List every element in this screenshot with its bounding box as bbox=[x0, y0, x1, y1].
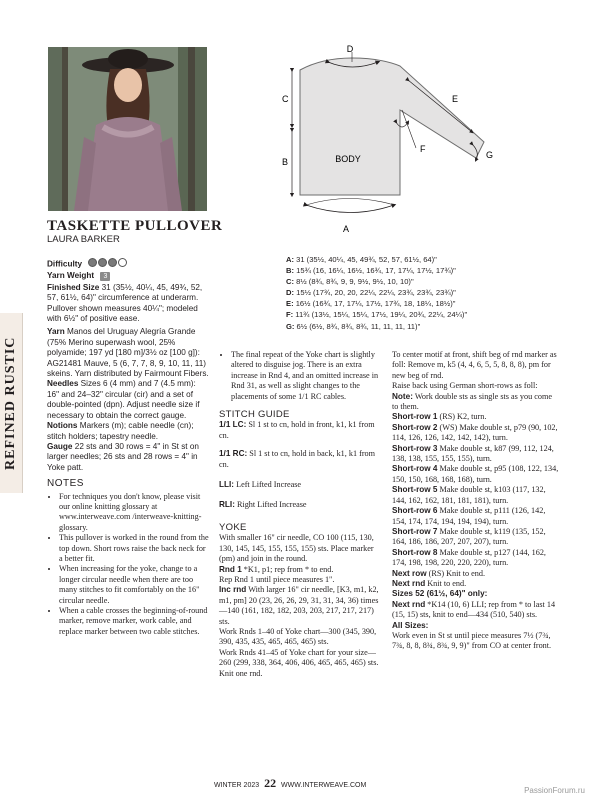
yoke-paragraph: With smaller 16" cir needle, CO 100 (115, 130, 130, 145, 145, 155, 155, 155) sts. Place marker (pm) and join in the round. bbox=[219, 533, 374, 564]
difficulty-label: Difficulty bbox=[47, 259, 83, 269]
short-row-text: Make double st, k119 (135, 152, 164, 186, 186, 207, 207, 207), turn. bbox=[392, 526, 546, 547]
notes-list bbox=[47, 492, 209, 638]
all-sizes-heading: All Sizes: bbox=[392, 620, 429, 630]
instructions-column-3 bbox=[392, 350, 560, 652]
difficulty-rating bbox=[88, 258, 127, 270]
list-item bbox=[286, 276, 467, 287]
list-item: • This pullover is worked in the round from the top down. Short rows raise the back neck for a better fit. bbox=[59, 533, 209, 564]
short-row-label: Short-row 5 bbox=[392, 485, 438, 495]
yarn-weight-badge: 3 bbox=[100, 272, 110, 281]
watermark: PassionForum.ru bbox=[524, 786, 585, 795]
needles-text: Sizes 6 (4 mm) and 7 (4.5 mm): 16" and 24–32" circular (cir) and a set of double-pointed (dpn). Adjust needle size if necessary to obtain the correct gauge. bbox=[47, 379, 200, 420]
garment-schematic bbox=[262, 40, 502, 240]
measurement-key: C: bbox=[286, 277, 295, 287]
yoke-paragraph: Work Rnds 41–45 of Yoke chart for your size—260 (299, 338, 364, 406, 406, 465, 465, 465) sts. Knit one rnd. bbox=[219, 647, 379, 678]
sizes-heading: Sizes 52 (61½, 64)" only: bbox=[392, 589, 488, 599]
list-item: • When increasing for the yoke, change to a longer circular needle when there are too many stitches to fit comfortably on the 16" circular needle. bbox=[59, 564, 209, 606]
notions-label: Notions bbox=[47, 421, 78, 431]
pattern-title: TASKETTE PULLOVER bbox=[47, 218, 223, 234]
inc-rnd-text: With larger 16" cir needle, [K3, m1, k2, m1, pm] 20 (23, 26, 26, 29, 31, 31, 34, 36) times—140 (161, 182, 182, 203, 203, 217, 217, 217) sts. bbox=[219, 585, 379, 626]
next-rnd-label: Next rnd bbox=[392, 599, 426, 609]
label-body: BODY bbox=[335, 154, 361, 164]
instruction-paragraph: Work even in St st until piece measures 7½ (7¾, 7¾, 8, 8, 8¾, 8¾, 9, 9)" from CO at center front. bbox=[392, 630, 552, 651]
next-rnd-text: *K14 (10, 6) LLI; rep from * to last 14 (15, 15) sts, knit to end—434 (510, 540) sts. bbox=[392, 599, 556, 620]
needles-label: Needles bbox=[47, 379, 79, 389]
difficulty-dot-filled-icon bbox=[98, 258, 107, 267]
difficulty-dot-empty-icon bbox=[118, 258, 127, 267]
stitch-guide-heading: STITCH GUIDE bbox=[219, 409, 290, 421]
footer-season: WINTER 2023 bbox=[214, 782, 260, 789]
rnd1-text: *K1, p1; rep from * to end. bbox=[241, 564, 334, 574]
measurement-key: G: bbox=[286, 321, 295, 331]
yarn-weight-label: Yarn Weight bbox=[47, 271, 95, 281]
yarn-text: Manos del Uruguay Alegría Grande (75% Merino superwash wool, 25% polyamide; 197 yd [180 m]/3½ oz [100 g]): AG21481 Mauve, 5 (6, 7, 7, 8, 9, 10, 11, 11) skeins. Yarn distributed by Fairmount Fibers. bbox=[47, 327, 209, 379]
list-item bbox=[286, 298, 467, 309]
short-row-text: Make double st, p127 (144, 162, 174, 198, 198, 220, 220, 220), turn. bbox=[392, 547, 546, 568]
short-row-text: (RS) K2, turn. bbox=[437, 412, 487, 422]
measurement-value: 8½ (8¾, 8¾, 9, 9, 9½, 9½, 10, 10)" bbox=[294, 277, 414, 287]
label-c: C bbox=[282, 94, 289, 104]
measurement-list bbox=[286, 254, 467, 332]
short-row-text: Make double st, k87 (99, 112, 124, 138, 138, 155, 155, 155), turn. bbox=[392, 443, 554, 464]
lc-label: 1/1 LC: bbox=[219, 420, 247, 430]
measurement-value: 11¾ (13½, 15¼, 15¼, 17½, 19¼, 20¾, 22¼, 24¼)" bbox=[293, 310, 468, 320]
section-label: REFINED RUSTIC bbox=[3, 336, 18, 470]
measurement-key: E: bbox=[286, 299, 294, 309]
note-label: Note: bbox=[392, 391, 413, 401]
next-rnd-text: Knit to end. bbox=[425, 578, 467, 588]
measurement-value: 31 (35½, 40¼, 45, 49¾, 52, 57, 61½, 64)" bbox=[294, 255, 437, 264]
measurement-value: 6½ (6½, 8¾, 8¾, 8¾, 11, 11, 11, 11)" bbox=[294, 321, 421, 331]
list-item bbox=[286, 254, 467, 265]
label-d: D bbox=[346, 44, 354, 54]
notions-text: Markers (m); cable needle (cn); stitch holders; tapestry needle. bbox=[47, 421, 194, 441]
short-row-label: Short-row 2 bbox=[392, 422, 438, 432]
short-row-label: Short-row 1 bbox=[392, 412, 438, 422]
short-row-label: Short-row 8 bbox=[392, 547, 438, 557]
label-g: G bbox=[486, 150, 494, 160]
model-photo-illustration bbox=[48, 47, 207, 211]
next-row-label: Next row bbox=[392, 568, 427, 578]
specs-column bbox=[47, 258, 209, 637]
gauge-label: Gauge bbox=[47, 441, 73, 451]
next-rnd-label: Next rnd bbox=[392, 578, 426, 588]
label-e: E bbox=[452, 94, 459, 104]
short-row-text: Make double st, p95 (108, 122, 134, 150, 150, 168, 168, 168), turn. bbox=[392, 464, 559, 484]
yoke-heading: YOKE bbox=[219, 521, 247, 533]
list-item bbox=[286, 321, 467, 332]
rc-label: 1/1 RC: bbox=[219, 449, 248, 459]
lc-text: Sl 1 st to cn, hold in front, k1, k1 from cn. bbox=[219, 420, 375, 440]
short-row-text: (WS) Make double st, p79 (90, 102, 114, 126, 126, 142, 142, 142), turn. bbox=[392, 422, 558, 443]
short-row-label: Short-row 6 bbox=[392, 506, 438, 516]
next-row-text: (RS) Knit to end. bbox=[426, 568, 486, 578]
measurement-key: F: bbox=[286, 310, 294, 320]
designer-name: LAURA BARKER bbox=[47, 234, 120, 245]
difficulty-dot-filled-icon bbox=[108, 258, 117, 267]
inc-rnd-label: Inc rnd bbox=[219, 585, 247, 595]
notes-list-continued bbox=[219, 350, 381, 402]
short-row-text: Make double st, p111 (126, 142, 154, 174, 174, 194, 194, 194), turn. bbox=[392, 506, 546, 526]
finished-size-label: Finished Size bbox=[47, 282, 100, 292]
lli-label: LLI: bbox=[219, 480, 235, 490]
instruction-paragraph: To center motif at front, shift beg of rnd marker as foll: Remove m, k5 (4, 4, 6, 5, 5, 8, 8, 8), pm for new beg of rnd. bbox=[392, 350, 557, 380]
difficulty-dot-filled-icon bbox=[88, 258, 97, 267]
schematic-drawing bbox=[262, 40, 502, 240]
model-photo bbox=[48, 47, 207, 211]
label-a: A bbox=[342, 224, 350, 234]
short-row-label: Short-row 4 bbox=[392, 464, 438, 474]
rnd1-label: Rnd 1 bbox=[219, 564, 242, 574]
instructions-column-2 bbox=[219, 350, 381, 679]
lli-text: Left Lifted Increase bbox=[234, 480, 302, 490]
rc-text: Sl 1 st to cn, hold in back, k1, k1 from cn. bbox=[219, 449, 376, 469]
gauge-text: 22 sts and 30 rows = 4" in St st on larger needles; 26 sts and 28 rows = 4" in Yoke patt. bbox=[47, 441, 199, 472]
measurement-key: A: bbox=[286, 255, 295, 264]
short-row-label: Short-row 7 bbox=[392, 526, 438, 536]
finished-size-text: 31 (35½, 40¼, 45, 49¾, 52, 57, 61½, 64)" circumference at underarm. Pullover shown measures 40¼"; modeled with 6½" of positive ease. bbox=[47, 282, 203, 324]
yoke-paragraph: Rep Rnd 1 until piece measures 1". bbox=[219, 574, 335, 584]
list-item bbox=[286, 309, 467, 320]
measurement-key: B: bbox=[286, 266, 295, 276]
measurement-value: 15¾ (16, 16¼, 16½, 16¾, 17, 17¼, 17½, 17¾)" bbox=[294, 266, 456, 276]
short-row-label: Short-row 3 bbox=[392, 443, 438, 453]
rli-text: Right Lifted Increase bbox=[234, 500, 307, 510]
page-footer bbox=[214, 776, 366, 791]
rli-label: RLI: bbox=[219, 500, 235, 510]
footer-site: WWW.INTERWEAVE.COM bbox=[281, 782, 367, 789]
measurement-value: 15½ (17¾, 20, 20, 22¼, 22¼, 23¾, 23¾, 23¾)" bbox=[294, 288, 456, 298]
list-item bbox=[286, 287, 467, 298]
list-item: • For techniques you don't know, please visit our online knitting glossary at www.interweave.com /interweave-knitting-glossary. bbox=[59, 492, 209, 534]
label-f: F bbox=[420, 144, 426, 154]
measurement-key: D: bbox=[286, 288, 295, 298]
list-item: • The final repeat of the Yoke chart is slightly altered to disguise jog. There is an extra increase in Rnd 4, and an omitted increase in Rnd 31, as well as slight changes to the placements of some 1/1 RC cables. bbox=[231, 350, 381, 402]
measurement-value: 16½ (16¾, 17, 17¼, 17½, 17¾, 18, 18¼, 18½)" bbox=[293, 299, 456, 309]
instruction-paragraph: Raise back using German short-rows as foll: bbox=[392, 381, 538, 391]
list-item bbox=[286, 265, 467, 276]
page-number: 22 bbox=[264, 776, 277, 790]
short-row-text: Make double st, k103 (117, 132, 144, 162, 162, 181, 181, 181), turn. bbox=[392, 485, 546, 505]
yoke-paragraph: Work Rnds 1–40 of Yoke chart—300 (345, 390, 390, 435, 435, 465, 465, 465) sts. bbox=[219, 626, 377, 647]
yarn-label: Yarn bbox=[47, 327, 65, 337]
notes-heading: NOTES bbox=[47, 478, 84, 490]
list-item: • When a cable crosses the beginning-of-round marker, remove marker, work cable, and replace marker between two cable stitches. bbox=[59, 606, 209, 637]
note-text: Work double sts as single sts as you come to them. bbox=[392, 391, 552, 412]
label-b: B bbox=[282, 157, 289, 167]
